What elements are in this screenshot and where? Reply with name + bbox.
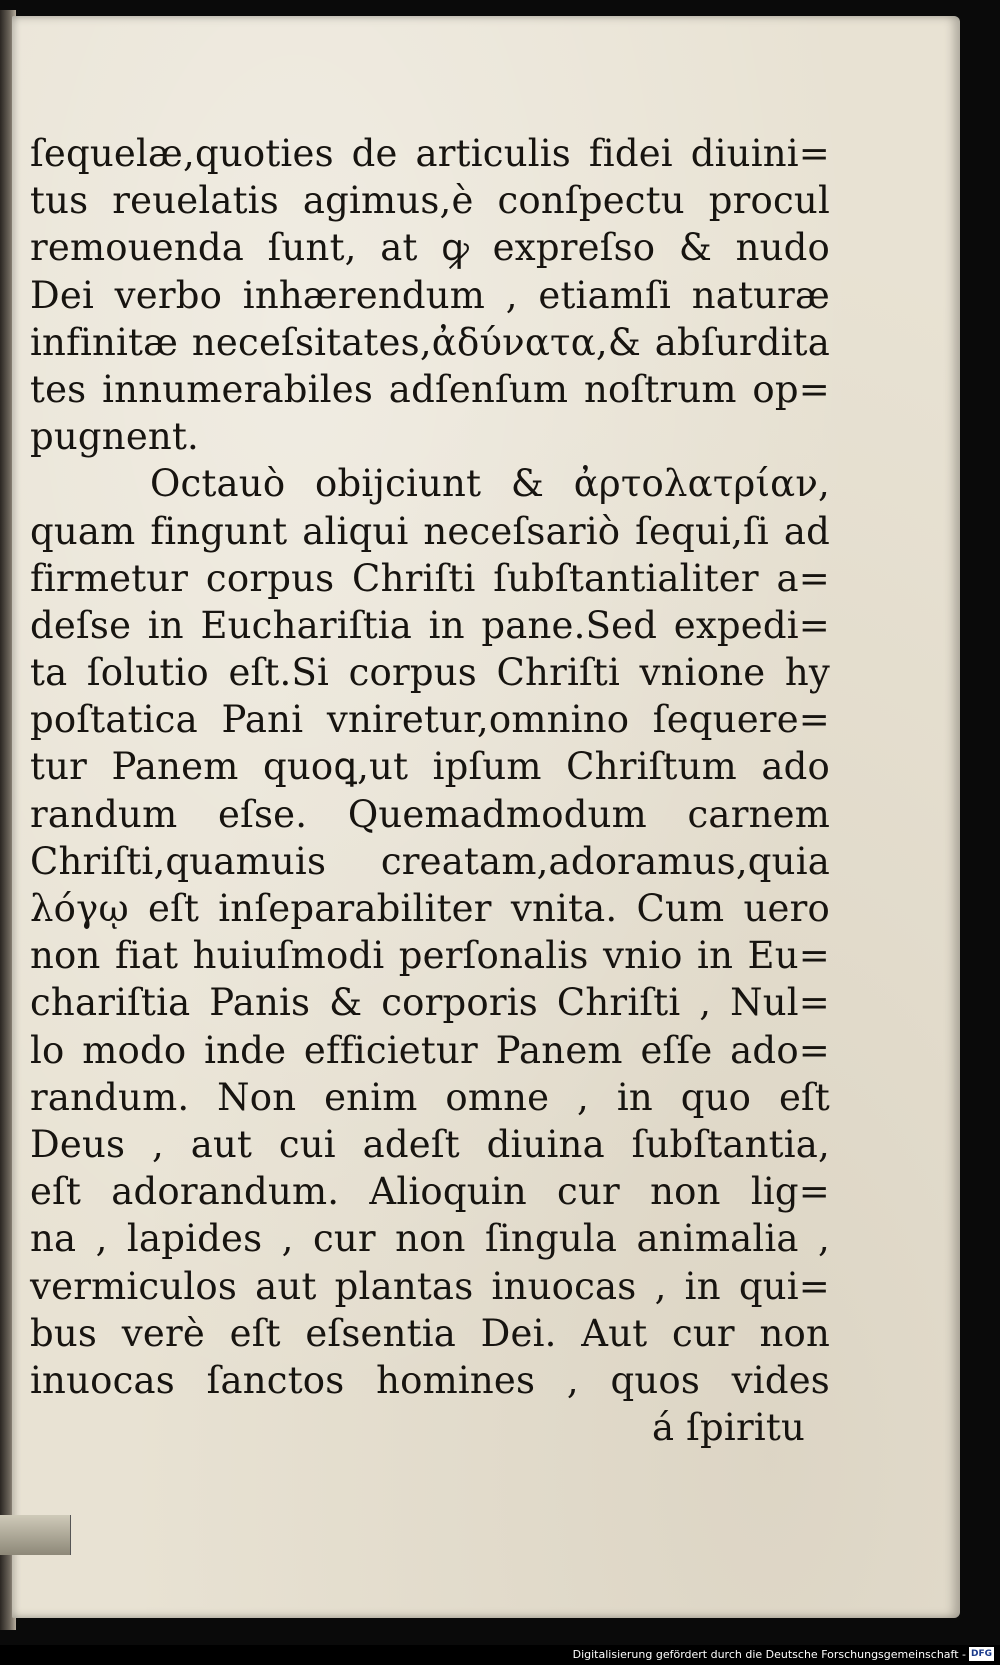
dfg-logo: DFG <box>970 1649 992 1659</box>
text-line: ſequelæ,quoties de articulis fidei diuini= <box>30 132 830 175</box>
digitization-credit: Digitalisierung gefördert durch die Deutsche Forschungsgemeinschaft - <box>572 1648 966 1661</box>
text-line: quam fingunt aliqui neceſsariò ſequi,ſi ad <box>30 509 830 553</box>
text-line: deſse in Euchariſtia in pane.Sed expedi= <box>30 603 830 647</box>
text-line: infinitæ neceſsitates,ἀδύνατα,& abſurdita <box>30 320 830 364</box>
text-line: eſt adorandum. Alioquin cur non lig= <box>30 1170 830 1214</box>
binding-tab <box>0 1515 71 1555</box>
text-line: tus reuelatis agimus,è conſpectu procul <box>30 179 830 223</box>
text-line: tur Panem quoꝗ,ut ipſum Chriſtum ado <box>30 745 830 789</box>
text-line: chariſtia Panis & corporis Chriſti , Nul= <box>30 981 830 1025</box>
text-line: na , lapides , cur non ſingula animalia , <box>30 1217 830 1261</box>
page-text <box>30 130 830 1451</box>
text-line: tes innumerabiles adſenſum noſtrum op= <box>30 367 830 411</box>
catchword: á ſpiritu <box>651 1406 805 1450</box>
text-line: lo modo inde efficietur Panem eſſe ado= <box>30 1028 830 1072</box>
text-line: Deus , aut cui adeſt diuina ſubſtantia, <box>30 1122 830 1166</box>
text-line: bus verè eſt eſsentia Dei. Aut cur non <box>30 1311 830 1355</box>
text-line: ta ſolutio eſt.Si corpus Chriſti vnione hy <box>30 651 830 695</box>
text-line: firmetur corpus Chriſti ſubſtantialiter a= <box>30 556 830 600</box>
text-line: λόγῳ eſt inſeparabiliter vnita. Cum uero <box>30 887 830 930</box>
text-line: pugnent. <box>30 415 199 459</box>
text-line: randum. Non enim omne , in quo eſt <box>30 1075 830 1119</box>
text-line: poſtatica Pani vniretur,omnino ſequere= <box>30 698 830 742</box>
text-line: Dei verbo inhærendum , etiamſi naturæ <box>30 273 830 317</box>
text-line: Chriſti,quamuis creatam,adoramus,quia <box>30 839 830 883</box>
text-line: inuocas ſanctos homines , quos vides <box>30 1358 830 1402</box>
paragraph-start-line: Octauò obijciunt & ἀρτολατρίαν, <box>150 462 830 506</box>
text-line: randum eſse. Quemadmodum carnem <box>30 792 830 836</box>
text-line: vermiculos aut plantas inuocas , in qui= <box>30 1264 830 1308</box>
text-line: non fiat huiuſmodi perſonalis vnio in Eu= <box>30 934 830 978</box>
text-line: remouenda ſunt, at ꝙ expreſso & nudo <box>30 226 830 270</box>
